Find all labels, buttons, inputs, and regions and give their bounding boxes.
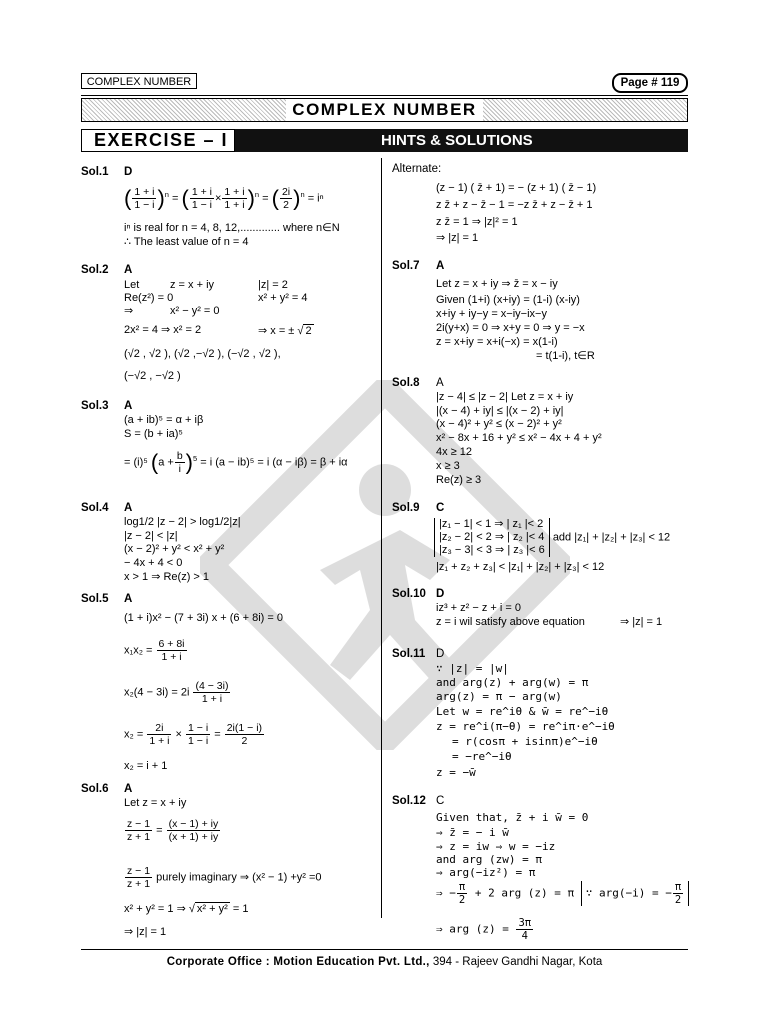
sol2-line5: (√2 , √2 ), (√2 ,−√2 ), (−√2 , √2 ),: [124, 348, 281, 360]
sol10-line2b: ⇒ |z| = 1: [620, 616, 663, 628]
sol2-line4b: ⇒ x = ± √ 2: [258, 325, 312, 337]
sol11-line8: z = −w̄: [436, 766, 476, 779]
sol10-answer: D: [436, 588, 445, 600]
sol6-line4: x² + y² = 1 ⇒ √ x² + y² = 1: [124, 903, 249, 915]
header-rule: [81, 95, 688, 96]
sol2-line4: 2x² = 4 ⇒ x² = 2: [124, 324, 202, 336]
sol2-z: z = x + iy: [170, 279, 215, 291]
sol8-line2: |(x − 4) + iy| ≤ |(x − 2) + iy|: [436, 405, 564, 417]
sol12-line7: ⇒ arg (z) = $\frac{3\pi}{4}$: [436, 917, 532, 942]
sol11-line7: = −re^−iθ: [452, 750, 512, 763]
sol5-line4: x₂ = $\frac{2i}{1 + i}$ × $\frac{1 - i}{1 - i}$ = $\frac{2i(1 - i)}{2}$: [124, 722, 263, 747]
sol5-label: Sol.5: [81, 593, 109, 605]
sol3-answer: A: [124, 400, 133, 412]
sol8-answer: A: [436, 377, 444, 389]
sol2-let: Let: [124, 279, 140, 291]
sol4-line1: log1/2 |z − 2| > log1/2|z|: [124, 516, 241, 528]
alt-line3: z z̄ = 1 ⇒ |z|² = 1: [436, 216, 518, 228]
sol11-line5: z = re^i(π−θ) = re^iπ·e^−iθ: [436, 720, 615, 733]
sol4-line5: x > 1 ⇒ Re(z) > 1: [124, 571, 210, 583]
sol7-line4: 2i(y+x) = 0 ⇒ x+y = 0 ⇒ y = −x: [436, 322, 585, 334]
page-number: Page # 119: [612, 73, 688, 93]
sol3-label: Sol.3: [81, 400, 109, 412]
sol12-answer: C: [436, 795, 445, 807]
alt-line2: z z̄ + z − z̄ − 1 = −z z̄ + z − z̄ + 1: [436, 199, 593, 211]
sol12-line4: and arg (zw) = π: [436, 853, 542, 866]
sol2-line6: (−√2 , −√2 ): [124, 370, 181, 382]
sol3-line2: S = (b + ia)⁵: [124, 428, 183, 440]
sol12-line5: ⇒ arg(−iz²) = π: [436, 866, 536, 879]
sol1-line1: iⁿ is real for n = 4, 8, 12,............. where n∈N: [124, 222, 340, 234]
sol8-line7: Re(z) ≥ 3: [436, 474, 482, 486]
sol2-circle: x² + y² = 4: [258, 292, 308, 304]
sol12-label: Sol.12: [392, 795, 426, 807]
sol4-line3: (x − 2)² + y² < x² + y²: [124, 543, 225, 555]
title-bar: [81, 98, 688, 122]
sol12-line3: ⇒ z = iw ⇒ w = −iz: [436, 840, 556, 853]
sol6-line5: ⇒ |z| = 1: [124, 926, 167, 938]
alt-line1: (z − 1) ( z̄ + 1) = − (z + 1) ( z̄ − 1): [436, 182, 597, 194]
sol9-label: Sol.9: [392, 502, 420, 514]
sol11-line1: ∵ |z| = |w|: [436, 662, 509, 675]
sol11-line4: Let w = re^iθ & w̄ = re^−iθ: [436, 705, 609, 718]
sol10-line1: iz³ + z² − z + i = 0: [436, 602, 521, 614]
sol5-line5: x₂ = i + 1: [124, 760, 168, 772]
sol11-line6: = r(cosπ + isinπ)e^−iθ: [452, 735, 598, 748]
sol7-answer: A: [436, 260, 445, 272]
sol1-answer: D: [124, 166, 133, 178]
sol1-equation: ( $\frac{1 + i}{1 - i}$ )$^n$ = ( $\frac{1 + i}{1 - i}$ × $\frac{1 + i}{1 + i}$ )$^n$ = ( $\frac{2i}{2}$ )$^n$ = iⁿ: [124, 185, 324, 211]
footer-address: 394 - Rajeev Gandhi Nagar, Kota: [429, 956, 603, 968]
subject-tag: COMPLEX NUMBER: [81, 73, 197, 89]
sol11-answer: D: [436, 648, 445, 660]
hints-heading: HINTS & SOLUTIONS: [235, 129, 688, 152]
sol1-eq-tail: = iⁿ: [307, 192, 324, 205]
sol6-line2: $\frac{z - 1}{z + 1}$ = $\frac{(x - 1) + iy}{(x + 1) + iy}$: [127, 818, 219, 843]
sol5-answer: A: [124, 593, 133, 605]
sol8-line3: (x − 4)² + y² ≤ (x − 2)² + y²: [436, 418, 562, 430]
sol8-label: Sol.8: [392, 377, 420, 389]
sol9-answer: C: [436, 502, 445, 514]
sol11-label: Sol.11: [392, 648, 426, 660]
sol5-line3: x₂(4 − 3i) = 2i $\frac{(4 - 3i)}{1 + i}$: [124, 680, 229, 705]
sol2-label: Sol.2: [81, 264, 109, 276]
sol4-line4: − 4x + 4 < 0: [124, 557, 183, 569]
alt-line4: ⇒ |z| = 1: [436, 232, 479, 244]
sol8-line5: 4x ≥ 12: [436, 446, 473, 458]
sol8-line4: x² − 8x + 16 + y² ≤ x² − 4x + 4 + y²: [436, 432, 602, 444]
sol4-answer: A: [124, 502, 133, 514]
sol7-label: Sol.7: [392, 260, 420, 272]
sol2-re: Re(z²) = 0: [124, 292, 174, 304]
sol6-label: Sol.6: [81, 783, 109, 795]
sol4-label: Sol.4: [81, 502, 109, 514]
sol12-line1: Given that, z̄ + i w̄ = 0: [436, 811, 589, 824]
sol9-line4: |z₁ + z₂ + z₃| < |z₁| + |z₂| + |z₃| < 12: [436, 561, 605, 573]
footer: [81, 956, 688, 968]
sol12-line6: ⇒ − $\frac{\pi}{2}$ + 2 arg (z) = π ∵ arg(−i) = − $\frac{\pi}{2}$: [436, 881, 689, 906]
sol3-line3: = (i)⁵ (a + $\frac{b}{i}$ )$^5$ = i (a − ib)⁵ = i (α − iβ) = β + iα: [124, 449, 348, 475]
sol8-line1: |z − 4| ≤ |z − 2| Let z = x + iy: [436, 391, 574, 403]
footer-company: Corporate Office : Motion Education Pvt. Ltd.,: [166, 956, 430, 968]
sol6-line3: $\frac{z - 1}{z + 1}$ purely imaginary ⇒ (x² − 1) +y² =0: [127, 865, 322, 890]
sol7-line3: x+iy + iy−y = x−iy−ix−y: [436, 308, 547, 320]
exercise-heading: EXERCISE – I: [81, 129, 235, 152]
sol1-label: Sol.1: [81, 166, 109, 178]
sol5-line2: x₁x₂ = $\frac{6 + 8i}{1 + i}$: [124, 638, 185, 663]
page-title: COMPLEX NUMBER: [286, 99, 482, 121]
sol1-line2: ∴ The least value of n = 4: [124, 236, 249, 248]
sol2-answer: A: [124, 264, 133, 276]
sol8-line6: x ≥ 3: [436, 460, 460, 472]
sol4-line2: |z − 2| < |z|: [124, 530, 178, 542]
sol7-line2: Given (1+i) (x+iy) = (1-i) (x-iy): [436, 294, 580, 306]
sol7-line5: z = x+iy = x+i(−x) = x(1-i): [436, 336, 558, 348]
footer-rule: [81, 949, 688, 950]
sol12-line2: ⇒ z̄ = − i w̄: [436, 826, 509, 839]
sol7-line6: = t(1-i), t∈R: [536, 350, 595, 362]
sol2-arrow: ⇒: [124, 305, 134, 317]
sol11-line2: and arg(z) + arg(w) = π: [436, 676, 589, 689]
sol6-line1: Let z = x + iy: [124, 797, 187, 809]
sol2-diff: x² − y² = 0: [170, 305, 220, 317]
sol10-line2: z = i wil satisfy above equation: [436, 616, 585, 628]
sol9-system: |z₁ − 1| < 1 ⇒ | z₁ |< 2 |z₂ − 2| < 2 ⇒ | z₂ |< 4 |z₃ − 3| < 3 ⇒ | z₃ |< 6 add |z₁| + |z₂| + |z₃| < 12: [434, 518, 670, 557]
sol5-line1: (1 + i)x² − (7 + 3i) x + (6 + 8i) = 0: [124, 612, 283, 624]
sol10-label: Sol.10: [392, 588, 426, 600]
sol11-line3: arg(z) = π − arg(w): [436, 690, 562, 703]
alternate-label: Alternate:: [392, 163, 442, 175]
sol7-line1: Let z = x + iy ⇒ z̄ = x − iy: [436, 278, 558, 290]
sol9-brace: |z₁ − 1| < 1 ⇒ | z₁ |< 2 |z₂ − 2| < 2 ⇒ | z₂ |< 4 |z₃ − 3| < 3 ⇒ | z₃ |< 6: [434, 518, 550, 557]
sol2-mod: |z| = 2: [258, 279, 288, 291]
sol6-answer: A: [124, 783, 133, 795]
sol3-line1: (a + ib)⁵ = α + iβ: [124, 414, 204, 426]
